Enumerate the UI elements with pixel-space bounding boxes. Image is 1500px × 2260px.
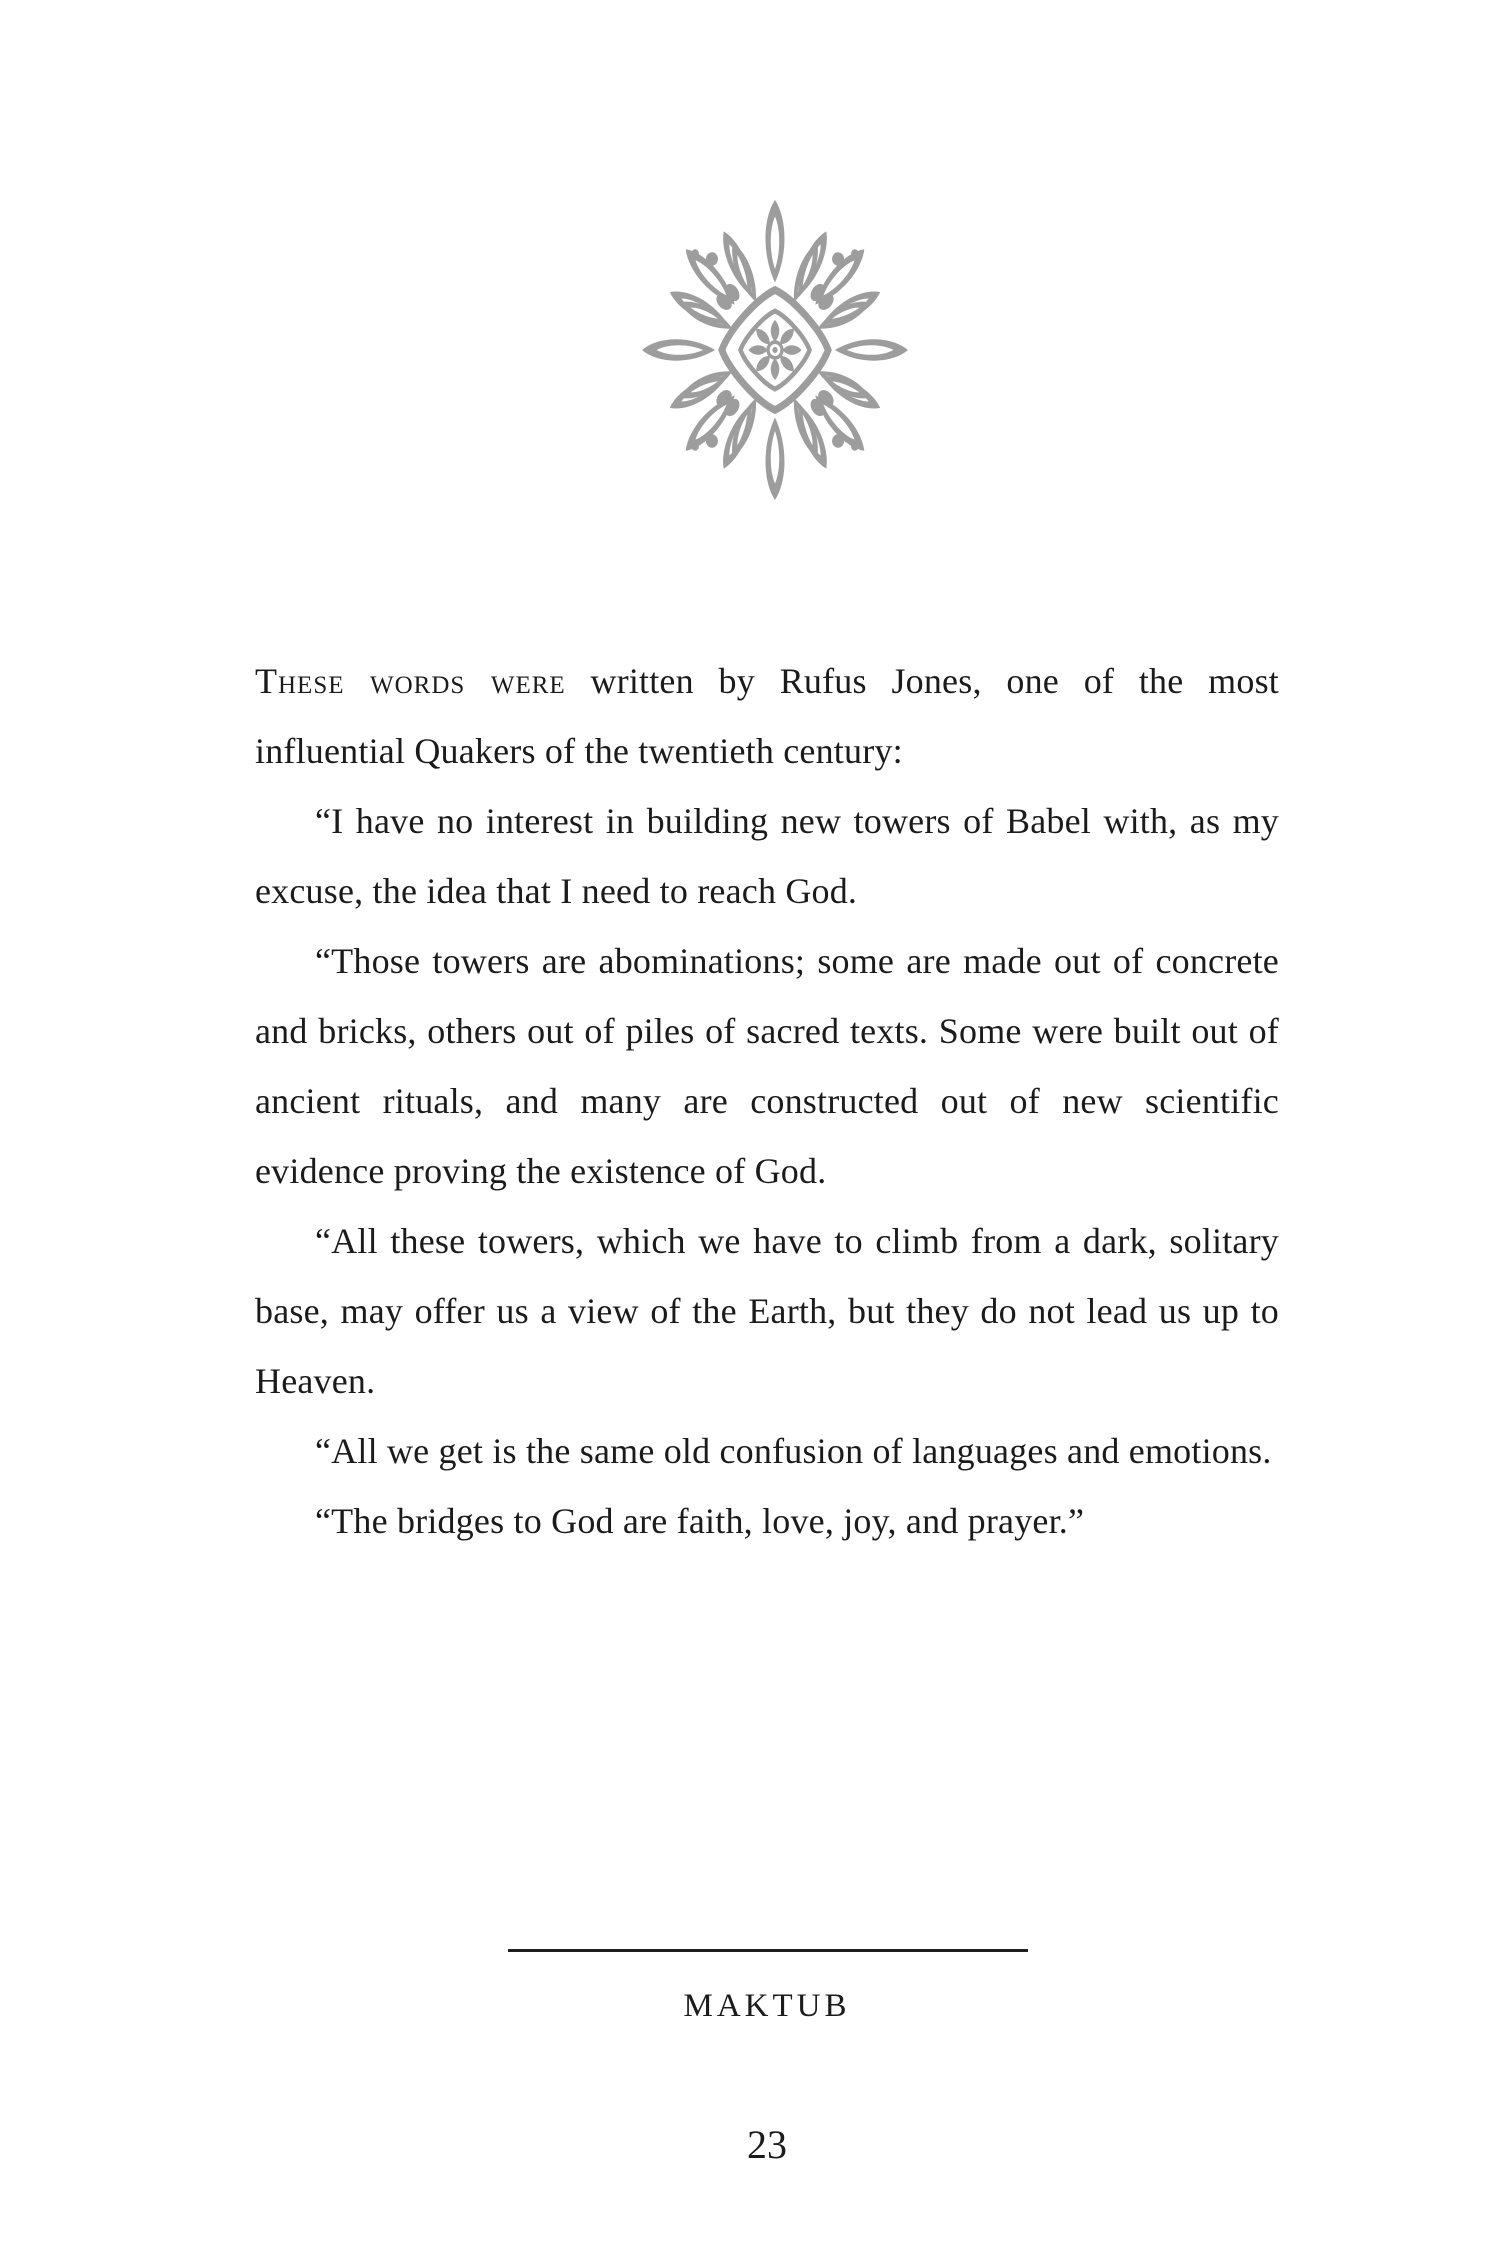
ornament-root [642,200,908,500]
page-number: 23 [747,2122,787,2167]
paragraph: “All we get is the same old confusion of languages and emotions. [315,1431,1272,1471]
paragraph: “All these towers, which we have to climb from a dark, solitary base, may offer us a view of the Earth, but they do not lead us up to Heaven. [255,1221,1279,1401]
footer-rule [508,1949,1028,1952]
paragraph: “I have no interest in building new towers of Babel with, as my excuse, the idea that I need to reach God. [255,801,1279,911]
mandala-ornament-icon [642,200,908,500]
paragraph [255,646,1279,786]
paragraph: “The bridges to God are faith, love, joy, and prayer.” [315,1501,1085,1541]
paragraph-text: written by Rufus Jones, one of the most influential Quakers of the twentieth century: [255,661,1279,771]
paragraph: “Those towers are abominations; some are made out of concrete and bricks, others out of piles of sacred texts. Some were built out of ancient rituals, and many are constructed out of new scientific evidence proving the existence of God. [255,941,1279,1191]
body-text [255,646,1279,1556]
lead-in-small-caps: These words were [255,661,566,701]
running-title: MAKTUB [683,1988,851,2024]
center-flower [748,320,801,380]
